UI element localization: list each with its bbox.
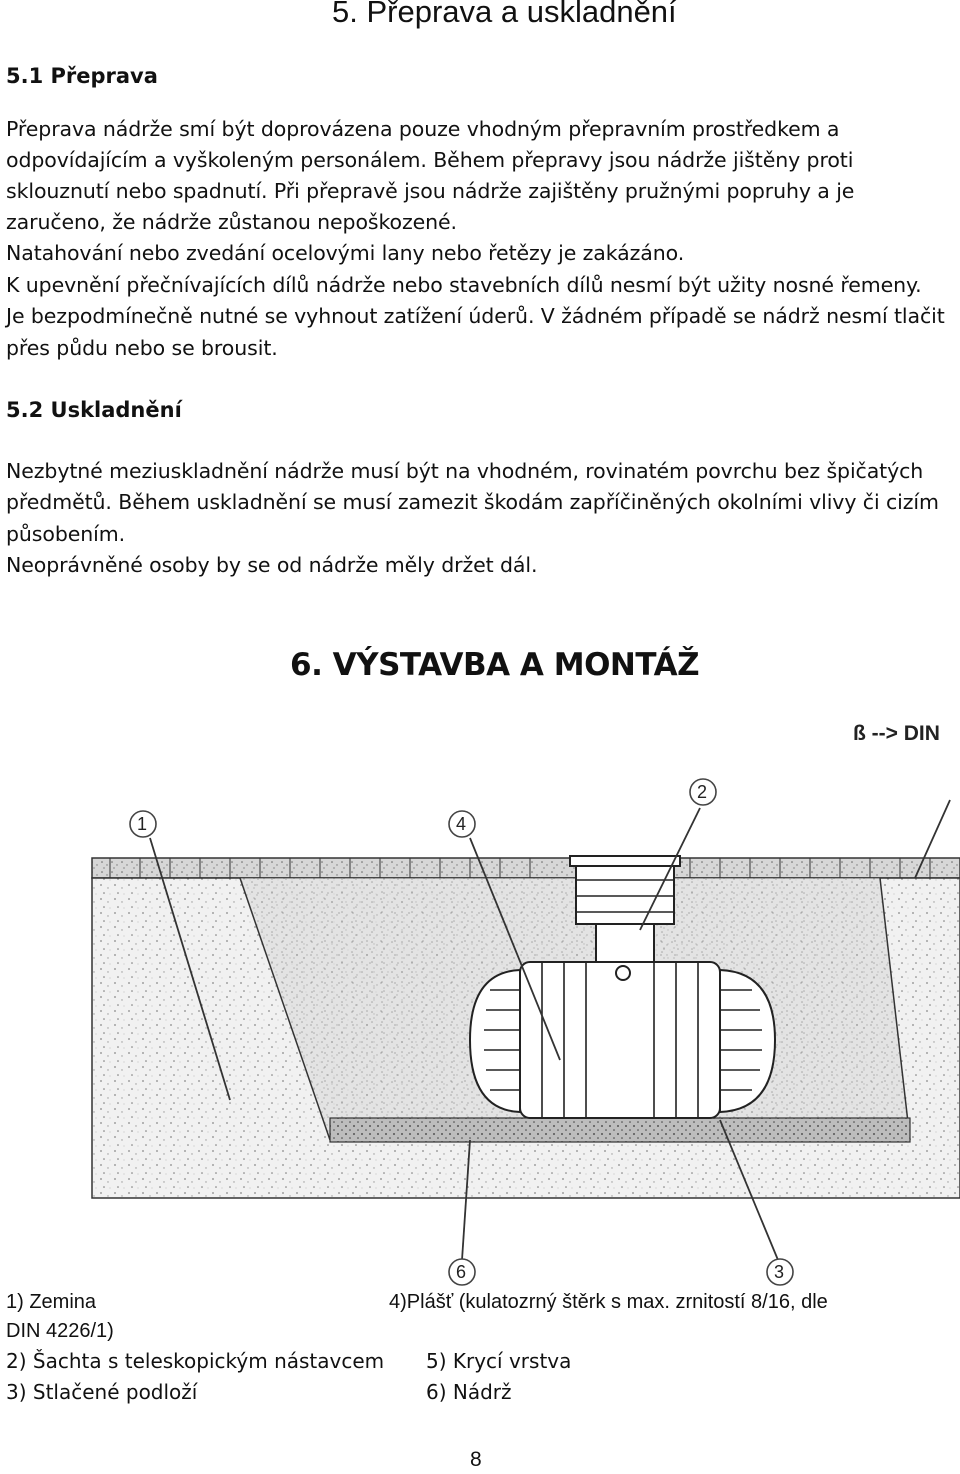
body-line: Neoprávněné osoby by se od nádrže měly držet dál. [6,553,538,577]
callout-3 [767,1259,793,1285]
body-line: zaručeno, že nádrže zůstanou nepoškozené. [6,210,457,234]
callout-4 [449,811,475,837]
legend-item-3: 3) Stlačené podloží [6,1380,198,1404]
body-line: odpovídajícím a vyškoleným personálem. Během přepravy jsou nádrže jištěny proti [6,148,854,172]
body-line: Nezbytné meziuskladnění nádrže musí být na vhodném, rovinatém povrchu bez špičatých [6,459,924,483]
body-line: K upevnění přečnívajících dílů nádrže nebo stavebních dílů nesmí být užity nosné řemeny. [6,273,922,297]
body-line: Je bezpodmínečně nutné se vyhnout zatížení úderů. V žádném případě se nádrž nesmí tlačit [6,304,945,328]
beta-din-label: ß --> DIN [853,722,940,745]
section-5-1-heading: 5.1 Přeprava [6,64,158,88]
body-line: sklouznutí nebo spadnutí. Při přepravě jsou nádrže zajištěny pružnými popruhy a je [6,179,855,203]
callout-2-label: 2 [697,782,708,802]
body-line: přes půdu nebo se brousit. [6,336,278,360]
callout-6-label: 6 [456,1262,467,1282]
legend-item-5: 5) Krycí vrstva [426,1349,572,1373]
body-line: Přeprava nádrže smí být doprovázena pouze vhodným přepravním prostředkem a [6,117,840,141]
section-5-2-heading: 5.2 Uskladnění [6,398,182,422]
callout-3-label: 3 [774,1262,785,1282]
section-6-title: 6. VÝSTAVBA A MONTÁŽ [290,647,700,683]
callout-2 [690,779,716,805]
body-line: působením. [6,522,126,546]
surface-layer [92,858,960,878]
body-line: předmětů. Během uskladnění se musí zamezit škodám zapříčiněných okolními vlivy či cizím [6,490,939,514]
legend-item-1: 1) Zemina [6,1291,97,1313]
legend-item-4: 4)Plášť (kulatozrný štěrk s max. zrnitostí 8/16, dle [389,1291,828,1313]
page-number: 8 [470,1448,482,1471]
installation-diagram [0,700,960,1290]
callout-6 [449,1259,475,1285]
callout-4-label: 4 [456,814,467,834]
callout-1-label: 1 [137,814,148,834]
compacted-base [330,1118,910,1142]
tank [470,962,775,1118]
legend-item-6: 6) Nádrž [426,1380,512,1404]
callout-1 [130,811,156,837]
legend-item-2: 2) Šachta s teleskopickým nástavcem [6,1349,385,1373]
legend-item-4-continued: DIN 4226/1) [6,1320,114,1342]
body-line: Natahování nebo zvedání ocelovými lany nebo řetězy je zakázáno. [6,241,685,265]
section-5-title: 5. Přeprava a uskladnění [332,0,677,29]
